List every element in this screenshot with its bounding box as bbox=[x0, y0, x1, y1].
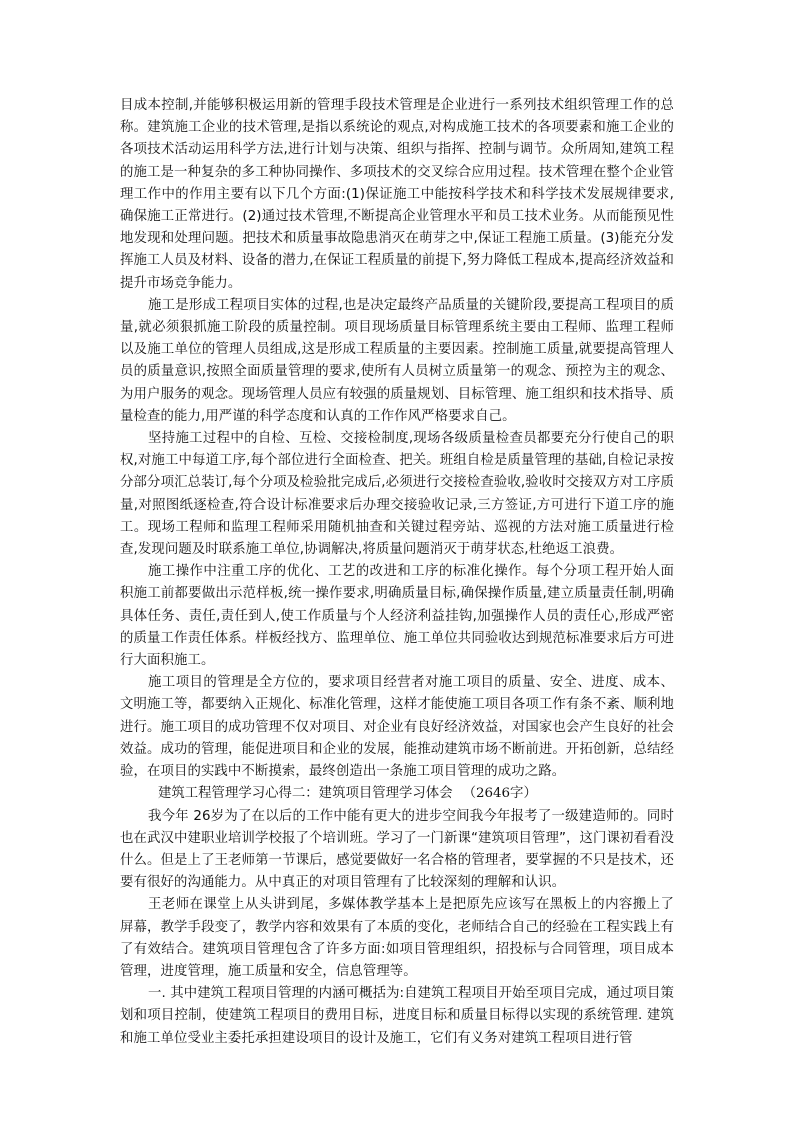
document-body bbox=[120, 95, 674, 1050]
section-heading bbox=[120, 783, 674, 805]
paragraph-project-management: 施工项目的管理是全方位的，要求项目经营者对施工项目的质量、安全、进度、成本、文明施工等，都要纳入正规化、标准化管理，这样才能使施工项目各项工作有条不紊、顺利地进行。施工项目的成功管理不仅对项目、对企业有良好经济效益，对国家也会产生良好的社会效益。成功的管理，能促进项目和企业的发展，能推动建筑市场不断前进。开拓创新，总结经验，在项目的实践中不断摸索，最终创造出一条施工项目管理的成功之路。 bbox=[120, 675, 674, 780]
heading-word-count: （2646字） bbox=[462, 786, 537, 802]
paragraph-inspection-system: 坚持施工过程中的自检、互检、交接检制度,现场各级质量检查员都要充分行使自己的职权,对施工中每道工序,每个部位进行全面检查、把关。班组自检是质量管理的基础,自检记录按分部分项汇总装订,每个分项及检验批完成后,必须进行交接检查验收,验收时交接双方对工序质量,对照图纸逐检查,符合设计标准要求后办理交接验收记录,三方签证,方可进行下道工序的施工。现场工程师和监理工程师采用随机抽查和关键过程旁站、巡视的方法对施工质量进行检查,发现问题及时联系施工单位,协调解决,将质量问题消灭于萌芽状态,杜绝返工浪费。 bbox=[120, 431, 674, 558]
paragraph-project-definition: 一. 其中建筑工程项目管理的内涵可概括为:自建筑工程项目开始至项目完成，通过项目策划和项目控制，使建筑工程项目的费用目标，进度目标和质量目标得以实现的系统管理. 建筑和施工单位受业主委托承担建设项目的设计及施工，它们有义务对建筑工程项目进行管 bbox=[120, 986, 674, 1046]
heading-title: 建筑工程管理学习心得二：建筑项目管理学习体会 bbox=[158, 786, 453, 802]
paragraph-technical-management: 目成本控制,并能够积极运用新的管理手段技术管理是企业进行一系列技术组织管理工作的总称。建筑施工企业的技术管理,是指以系统论的观点,对构成施工技术的各项要素和施工企业的各项技术活动运用科学方法,进行计划与决策、组织与指挥、控制与调节。众所周知,建筑工程的施工是一种复杂的多工种协同操作、多项技术的交叉综合应用过程。技术管理在整个企业管理工作中的作用主要有以下几个方面:(1)保证施工中能按科学技术和科学技术发展规律要求,确保施工正常进行。(2)通过技术管理,不断提高企业管理水平和员工技术业务。从而能预见性地发现和处理问题。把技术和质量事故隐患消灭在萌芽之中,保证工程施工质量。(3)能充分发挥施工人员及材料、设备的潜力,在保证工程质量的前提下,努力降低工程成本,提高经济效益和提升市场竞争能力。 bbox=[120, 98, 674, 291]
paragraph-teacher-class: 王老师在课堂上从头讲到尾，多媒体教学基本上是把原先应该写在黑板上的内容搬上了屏幕，教学手段变了，教学内容和效果有了本质的变化，老师结合自己的经验在工程实践上有了有效结合。建筑项目管理包含了许多方面:如项目管理组织，招投标与合同管理，项目成本管理，进度管理，施工质量和安全，信息管理等。 bbox=[120, 897, 674, 979]
paragraph-process-optimization: 施工操作中注重工序的优化、工艺的改进和工序的标准化操作。每个分项工程开始人面积施工前都要做出示范样板,统一操作要求,明确质量目标,确保操作质量,建立质量责任制,明确具体任务、责任,责任到人,使工作质量与个人经济利益挂钩,加强操作人员的责任心,形成严密的质量工作责任体系。样板经找方、监理单位、施工单位共同验收达到规范标准要求后方可进行大面积施工。 bbox=[120, 564, 674, 669]
paragraph-personal-intro: 我今年 26岁为了在以后的工作中能有更大的进步空间我今年报考了一级建造师的。同时也在武汉中建职业培训学校报了个培训班。学习了一门新课“建筑项目管理”，这门课初看看没什么。但是上了王老师第一节课后，感觉要做好一名合格的管理者，要掌握的不只是技术，还要有很好的沟通能力。从中真正的对项目管理有了比较深刻的理解和认识。 bbox=[120, 808, 674, 891]
paragraph-construction-quality: 施工是形成工程项目实体的过程,也是决定最终产品质量的关键阶段,要提高工程项目的质量,就必须狠抓施工阶段的质量控制。项目现场质量目标管理系统主要由工程师、监理工程师以及施工单位的管理人员组成,这是形成工程质量的主要因素。控制施工质量,就要提高管理人员的质量意识,按照全面质量管理的要求,使所有人员树立质量第一的观念、预控为主的观念、为用户服务的观念。现场管理人员应有较强的质量规划、目标管理、施工组织和技术指导、质量检查的能力,用严谨的科学态度和认真的工作作风严格要求自己。 bbox=[120, 297, 674, 424]
